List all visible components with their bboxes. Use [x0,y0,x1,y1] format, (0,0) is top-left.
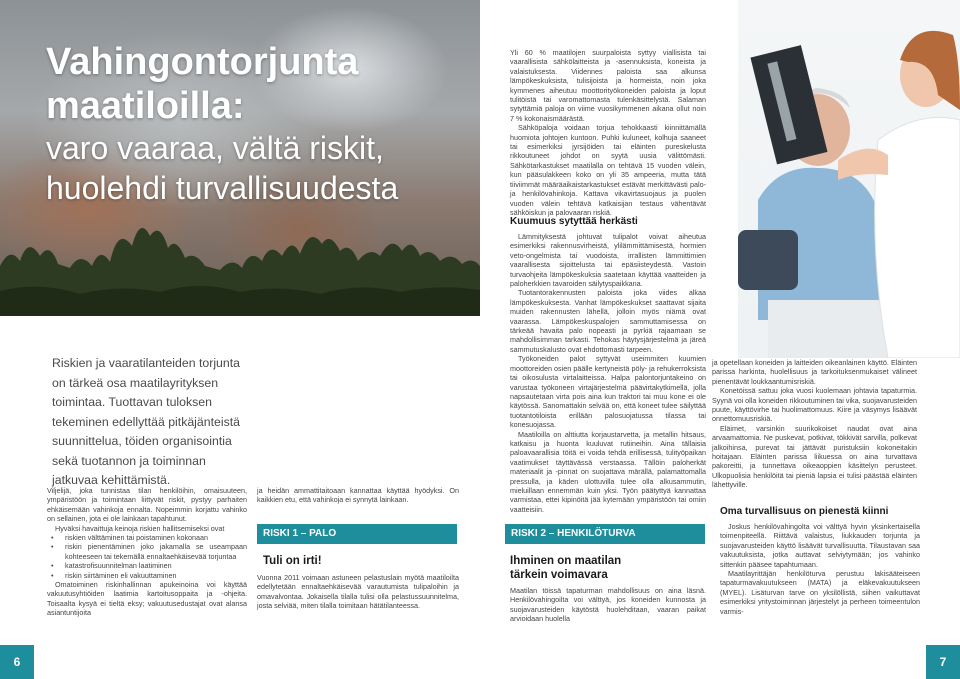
paragraph: Joskus henkilövahingolta voi välttyä hyvin yksinkertaisella toimenpiteellä. Riittävä valaistus, liukkauden torjunta ja suojavarusteiden käyttö lisäävät turvallisuutta. Tilaustavan saa vakuutuksista, jotka auttavat selviytymään; jos vahinko sittenkin pääsee tapahtumaan. [720,522,920,569]
hero-title [46,40,466,208]
treeline-silhouette [0,206,480,316]
kuumuus-heading: Kuumuus sytyttää herkästi [510,216,638,227]
left-column-2 [257,486,459,505]
riski1-heading: Tuli on irti! [263,555,322,567]
paragraph: Viljelijä, joka tunnistaa tilan henkilöihin, omaisuuteen, ympäristöön ja toimintaan liittyvät riskit, pystyy parhaiten ehkäisemään vahinkoja ennalta. Nopeimmin korjattu vahinko on sellainen, jota ei ole lainkaan tapahtunut. [47,486,247,524]
paragraph: Maatilayrittäjän henkilöturva perustuu lakisääteiseen tapaturmavakuutukseen (MATA) ja eläkevakuutukseen (MYEL). Lisäturvan tarve on yksilöllistä, siihen vaikuttavat esimerkiksi yritystoiminnan järjestelyt ja perheen toimeentulon varmis- [720,569,920,616]
paragraph: Maatiloilla on alttiutta korjaustarvetta, ja metallin hitsaus, katkaisu ja huonta kuuluvat rutiineihin. Aina tällaisia paloavaarallisia töitä ei voida tehdä erillisessä, tulityöpaikan vaatimukset täyttävässä verstaassa. Tällöin paloherkät materiaalit ja -pinnat on suojattava märällä, palamattomalla pressulla, ja käden ulottuvilla tulee olla alkusammutin, mieluillaan ennemmän kuin yksi. Työn päätyttyä kannattaa varmistaa, ettei kipinöitä jää kytemään ympäristöön tai omiin vaatteisiin. [510,429,706,514]
right-column-2 [510,232,706,514]
doctor-patient-photo [738,0,960,358]
page-number: 6 [0,645,34,679]
paragraph: ja opetellaan koneiden ja laitteiden oikeanlainen käyttö. Eläinten parissa harkinta, huolellisuus ja tarkoituksenmukaiset välineet pienentävät loukkaantumisriskiä. [712,358,917,386]
riski2-text-block [510,586,706,624]
forest-fire-photo [0,0,480,316]
right-page [480,0,960,679]
intro-paragraph: Riskien ja vaaratilanteiden torjunta on tärkeä osa maatilayrityksen toimintaa. Tuottavan tuloksen tekeminen edellyttää pitkäjänteistä suunnittelua, töiden organisointia sekä tuotannon ja toiminnan jatkuvaa kehittämistä. [52,356,240,487]
riski2-bar: RISKI 2 – HENKILÖTURVA [505,524,705,544]
paragraph: Tuotantorakennusten paloista joka viides alkaa lämpökeskuksesta. Vanhat lämpökeskukset saattavat sijaita muiden rakennusten lähellä, jolloin myös niämä ovat vaarassa. Lämpökeskuspalojen sammuttamisessa on tärkeää havaita palo nopeasti ja pyrkiä rajaamaan se mahdollisimman tarkasti. Tehokas häytysjärjestelmä ja järeä sammutuskalusto ovat ehdottomasti tarpeen. [510,288,706,354]
paragraph: Sähköpaloja voidaan torjua tehokkaasti kiinnittämällä huomiota johtojen kuntoon. Puhki kuluneet, kolhuja saaneet tai esimerkiksi jyrsijöiden tai eläinten pureskelusta rikkoutuneet johdot on syytä uusia välittömästi. Sähkötarkastukset maatilalla on tehtävä 15 vuoden välein, kun pääsulakkeen koko on yli 35 ampeeria, mutta tätä tiiviimmät määräaikaistarkastukset estävät merkittävästi palo- ja henkilövahinkoja. Kattava vikavirtasuojaus ja puolen vuoden välein tehtävä katkaisijan testaus vähentävät sähköiskun ja palovaaran riskiä. [510,123,706,217]
riski2-heading [510,554,621,582]
risk-methods-list [47,533,247,580]
oma-turvallisuus-heading: Oma turvallisuus on pienestä kiinni [720,506,889,517]
hero-title-line2: maatiloilla: [46,85,245,127]
paragraph: Maatilan töissä tapaturman mahdollisuus on aina läsnä. Henkilövahingoilta voi välttyä, jos koneiden kunnosta ja suojavarusteiden käytöstä huolehditaan, vaaran paikat arvioidaan huolella [510,586,706,624]
paragraph: Yli 60 % maatilojen suurpaloista syttyy viallisista tai vaarallisista sähkölaitteista ja -asennuksista, koneista ja valaistuksesta. Viidennes paloista saa alkunsa lämpökeskuksista, tulisijoista ja hormeista, noin joka kymmenes aiheutuu moottorityökoneiden paloista ja loput tulitöistä tai varomattomasta tulenkäsittelystä. Salaman sytyttämiä paloja on viime vuosikymmenen aikana ollut noin 7 % kokonaismäärästä. [510,48,706,123]
paragraph: Vuonna 2011 voimaan astuneen pelastuslain myötä maatiloilta edellytetään ennaltaehkäisevää varautumista tulipaloihin ja omavalvontaa. Jokaisella tilalla tulisi olla pelastussuunnitelma, josta selviää, miten tilalla toimitaan hätätilanteessa. [257,573,459,611]
doctor-patient-illustration [738,0,960,358]
hero-subtitle-line2: huolehdi turvallisuudesta [46,170,399,206]
right-column-4 [720,522,920,616]
riski2-heading-line1: Ihminen on maatilan [510,555,622,567]
paragraph: Lämmityksestä johtuvat tulipalot voivat aiheutua esimerkiksi rakennusvirheistä, ylilämmittämisestä, hormien veto-ongelmista tai vuodoista, irrallisten lämmittimien vaarallisesta sijoittelusta tai epäsiisteydestä. Vastoin turvaohjeita lämpökeskuksia saatetaan käyttää vaatteiden ja paloherkkien tavaroiden säilytyspaikkana. [510,232,706,289]
list-item: • riskien välttäminen tai poistaminen kokonaan [65,533,247,542]
right-column-3 [712,358,917,490]
right-column-1 [510,48,706,217]
paragraph: Työkoneiden palot syttyvät useimmiten kuumien moottoreiden osien päälle kertyneistä pöly- ja rehukerroksista tai oikosulusta virtalaitteissa. Halpa palontorjuntakeino on varustaa työkoneen virtajärjestelmä päävirtakytkimellä, jolla napsautetaan virta pois aina kun traktori tai muu kone ei ole käytössä. Sanomattakin selvää on, että koneet tulee säilyttää tuotantotiloista erillään palosuojatussa tilassa tai konesuojassa. [510,354,706,430]
paragraph: Eläimet, varsinkin suurikokoiset naudat ovat aina arvaamattomia. Ne puskevat, potkivat, tökkivät sarvilla, polkevat jalkoihinsa, purevat tai jättävät puristuksiin kokoneitakin hoitajaan. Eläinten parissa liikuessa on aina turvattava pakoreitti, ja tunnettava oikeaoppien käsittelyn perusteet. Ulkopuolisia henkilöitä tai pieniä lapsia ei tulisi päästää eläinten lähettyville. [712,423,917,490]
riski1-bar: RISKI 1 – PALO [257,524,457,544]
intro-text [52,354,252,491]
paragraph: Konetöissä sattuu joka vuosi kuolemaan johtavia tapaturmia. Syynä voi olla koneiden rikkoutuminen tai vika, suojavarusteiden puute, käyttövirhe tai huolimattomuus. Kiire ja väsymys lisäävät onnettomuusriskiä. [712,386,917,424]
paragraph: Hyväksi havaittuja keinoja riskien hallitsemiseksi ovat [55,523,225,533]
left-column-1 [47,486,247,618]
riski2-heading-line2: tärkein voimavara [510,569,608,581]
paragraph: ja heidän ammattitaitoaan kannattaa käyttää hyödyksi. On kaikkien etu, että vahinkoja ei synnytä lainkaan. [257,486,459,505]
hero-title-line1: Vahingontorjunta [46,41,359,83]
list-item: • riskin pienentäminen joko jakamalla se useampaan kohteeseen tai tekemällä ennaltaehkäisevää torjuntaa [65,542,247,561]
hero-subtitle-line1: varo vaaraa, vältä riskit, [46,130,384,166]
paragraph: Omatoiminen riskinhallinnan apukeinoina voi käyttää vakuutusyhtiöiden laatimia kartoitusoppaita ja -ohjeita. Toisaalta kysyä ei tieltä eksy; vakuutusedustajat ovat alansa asiantuntijoita [47,580,247,618]
page-number: 7 [926,645,960,679]
list-item: • katastrofisuunnitelman laatiminen [65,561,247,570]
riski1-text-block [257,573,459,611]
list-item: • riskin siirtäminen eli vakuuttaminen [65,571,247,580]
